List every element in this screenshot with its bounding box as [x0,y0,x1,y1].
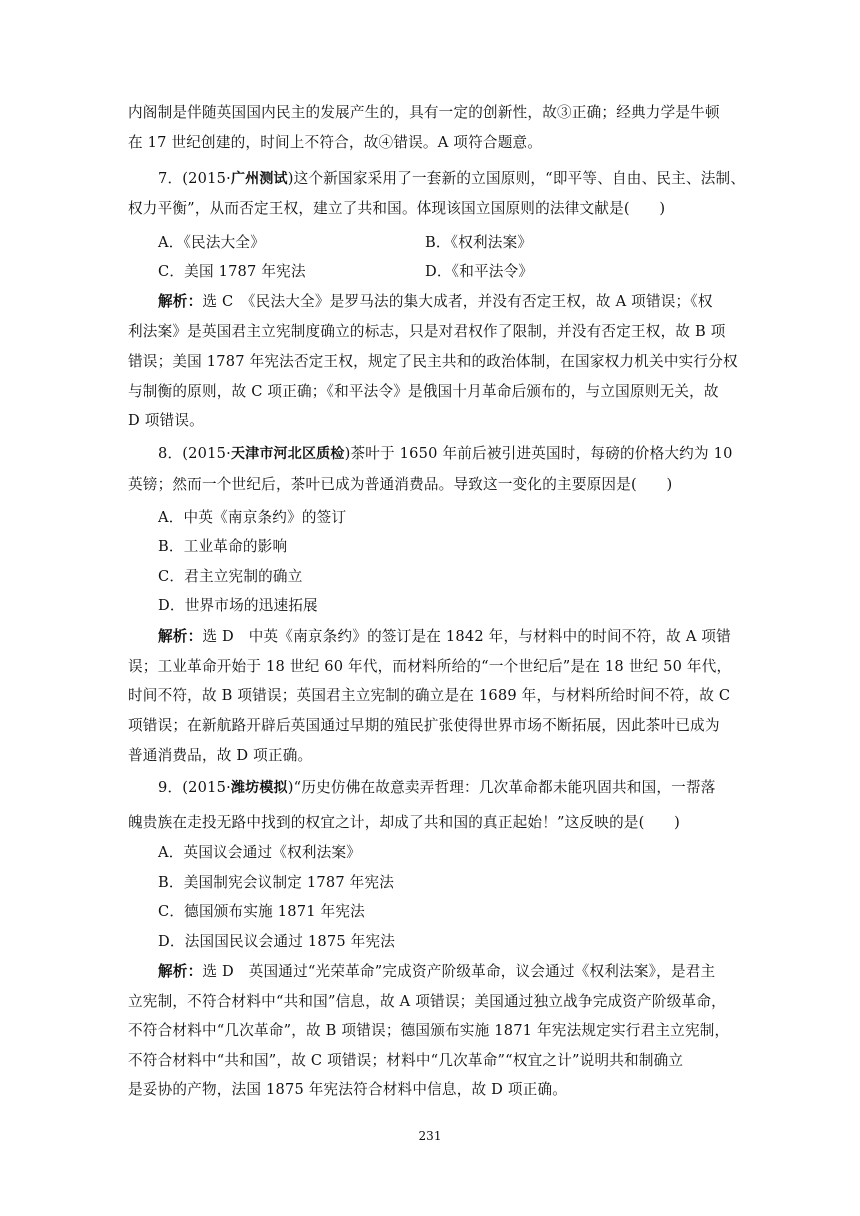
q9-analysis-label: 解析： [158,963,203,980]
page-number: 231 [418,1129,442,1143]
q7-analysis-line-4: 与制衡的原则，故 C 项正确；《和平法令》是俄国十月革命后颁布的，与立国原则无关，故 [128,383,719,400]
q7-option-a: A．《民法大全》 [158,234,265,251]
q7-option-c: C．美国 1787 年宪法 [158,263,306,280]
q7-source: 广州测试 [230,171,288,187]
q8-stem-line-1 [158,444,778,464]
q8-option-b: B．工业革命的影响 [158,538,288,555]
q7-stem-text-1: )这个新国家采用了一套新的立国原则，“即平等、自由、民主、法制、 [287,170,746,187]
q9-analysis-line-1 [158,962,778,982]
q8-analysis-line-4: 项错误；在新航路开辟后英国通过早期的殖民扩张使得世界市场不断拓展，因此茶叶已成为 [128,717,720,734]
q9-stem-line-2: 魄贵族在走投无路中找到的权宜之计，却成了共和国的真正起始！”这反映的是( ) [128,814,681,831]
q7-analysis-text-1: 选 C 《民法大全》是罗马法的集大成者，并没有否定王权，故 A 项错误；《权 [202,293,713,310]
q9-option-d: D．法国国民议会通过 1875 年宪法 [158,933,396,950]
q8-number: 8．(2015· [158,445,231,462]
q9-analysis-text-1: 选 D 英国通过“光荣革命”完成资产阶级革命，议会通过《权利法案》，是君主 [202,963,716,980]
q8-source: 天津市河北区质检 [230,446,345,462]
q9-option-b: B．美国制宪会议制定 1787 年宪法 [158,874,395,891]
q7-analysis-line-3: 错误；美国 1787 年宪法否定王权，规定了民主共和的政治体制，在国家权力机关中实行分权 [128,353,738,370]
q7-analysis-label: 解析： [158,293,203,310]
q9-stem-line-1 [158,778,778,798]
q7-option-b: B．《权利法案》 [425,234,533,251]
q8-analysis-line-5: 普通消费品，故 D 项正确。 [128,747,313,764]
q7-analysis-line-1 [158,292,778,312]
intro-line-1: 内阁制是伴随英国国内民主的发展产生的，具有一定的创新性，故③正确；经典力学是牛顿 [128,104,720,121]
q8-analysis-line-1 [158,627,778,647]
q7-option-d: D．《和平法令》 [425,263,534,280]
intro-line-2: 在 17 世纪创建的，时间上不符合，故④错误。A 项符合题意。 [128,134,543,151]
q9-analysis-line-3: 不符合材料中“几次革命”，故 B 项错误；德国颁布实施 1871 年宪法规定实行君主立宪制， [128,1022,730,1039]
q9-source: 潍坊模拟 [230,780,288,796]
q9-analysis-line-2: 立宪制，不符合材料中“共和国”信息，故 A 项错误；美国通过独立战争完成资产阶级革命， [128,993,726,1010]
q9-analysis-line-4: 不符合材料中“共和国”，故 C 项错误；材料中“几次革命”“权宜之计”说明共和制确立 [128,1052,684,1069]
q9-analysis-line-5: 是妥协的产物，法国 1875 年宪法符合材料中信息，故 D 项正确。 [128,1081,568,1098]
q8-option-c: C．君主立宪制的确立 [158,568,303,585]
q7-analysis-line-2: 利法案》是英国君主立宪制度确立的标志，只是对君权作了限制，并没有否定王权，故 B 项 [128,323,726,340]
q9-option-a: A．英国议会通过《权利法案》 [158,844,362,861]
q7-analysis-line-5: D 项错误。 [128,412,204,429]
q8-analysis-label: 解析： [158,628,203,645]
q8-option-a: A．中英《南京条约》的签订 [158,509,347,526]
q9-stem-text-1: )“历史仿佛在故意卖弄哲理：几次革命都未能巩固共和国，一帮落 [287,779,716,796]
q8-option-d: D．世界市场的迅速拓展 [158,597,318,614]
q8-analysis-line-3: 时间不符，故 B 项错误；英国君主立宪制的确立是在 1689 年，与材料所给时间不符，故 C [128,687,731,704]
q9-option-c: C．德国颁布实施 1871 年宪法 [158,903,365,920]
q8-analysis-text-1: 选 D 中英《南京条约》的签订是在 1842 年，与材料中的时间不符，故 A 项错 [202,628,731,645]
q7-stem-line-2: 权力平衡”，从而否定王权，建立了共和国。体现该国立国原则的法律文献是( ) [128,200,666,217]
q7-number: 7．(2015· [158,170,231,187]
q7-stem-line-1 [158,169,778,189]
q8-stem-text-1: )茶叶于 1650 年前后被引进英国时，每磅的价格大约为 10 [344,445,733,462]
q8-stem-line-2: 英镑；然而一个世纪后，茶叶已成为普通消费品。导致这一变化的主要原因是( ) [128,476,673,493]
q9-number: 9．(2015· [158,779,231,796]
q8-analysis-line-2: 误；工业革命开始于 18 世纪 60 年代，而材料所给的“一个世纪后”是在 18 世纪 50 年代， [128,658,732,675]
